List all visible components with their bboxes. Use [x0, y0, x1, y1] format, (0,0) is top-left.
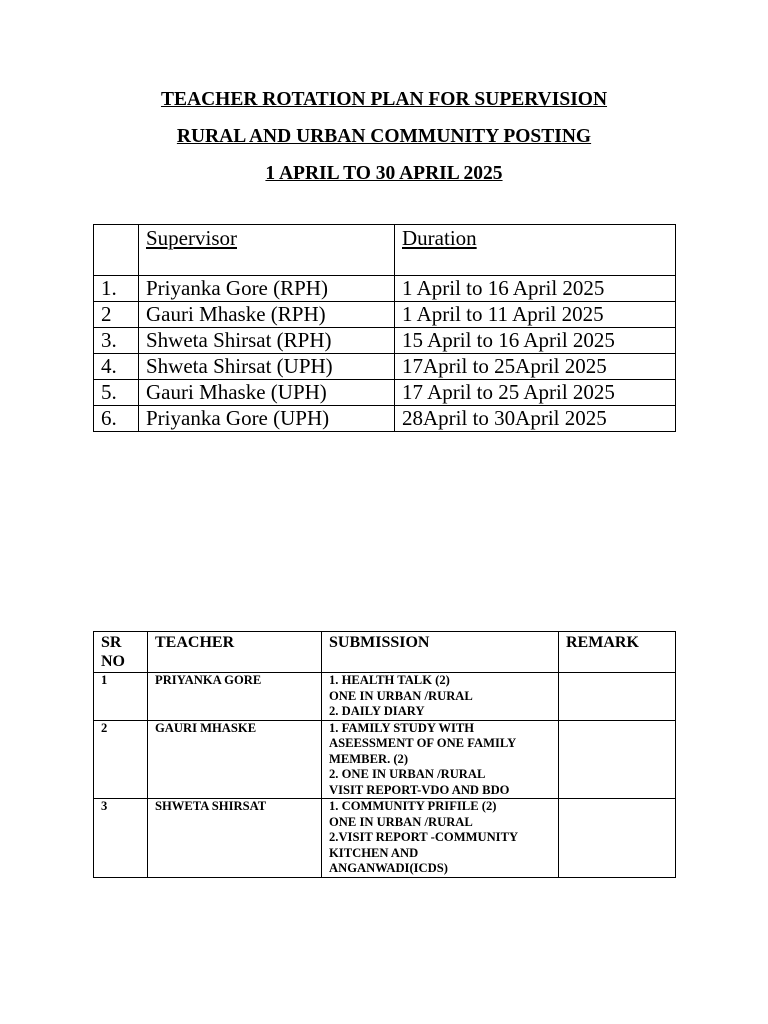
row-duration: 1 April to 11 April 2025 [395, 302, 676, 328]
row-number: 5. [94, 380, 139, 406]
row-duration: 17April to 25April 2025 [395, 354, 676, 380]
header-submission: SUBMISSION [322, 632, 559, 673]
submission-line: 1. FAMILY STUDY WITH [329, 720, 475, 735]
row-teacher: PRIYANKA GORE [148, 673, 322, 721]
table-row [94, 799, 676, 878]
submission-table-header [94, 632, 676, 673]
submission-table [93, 631, 676, 878]
row-sr: 1 [94, 673, 148, 721]
row-supervisor: Priyanka Gore (UPH) [139, 406, 395, 432]
document-title: TEACHER ROTATION PLAN FOR SUPERVISION [160, 89, 608, 110]
row-number: 4. [94, 354, 139, 380]
submission-line: ANGANWADI(ICDS) [329, 861, 448, 875]
submission-line: KITCHEN AND [329, 845, 419, 860]
header-supervisor: Supervisor [139, 225, 395, 276]
row-supervisor: Gauri Mhaske (UPH) [139, 380, 395, 406]
row-number: 2 [94, 302, 139, 328]
row-supervisor: Shweta Shirsat (UPH) [139, 354, 395, 380]
row-teacher: SHWETA SHIRSAT [148, 799, 322, 878]
table-row [94, 380, 676, 406]
row-remark [559, 673, 676, 721]
row-submission [322, 673, 559, 721]
row-duration: 17 April to 25 April 2025 [395, 380, 676, 406]
document-subtitle: RURAL AND URBAN COMMUNITY POSTING [176, 126, 592, 147]
row-number: 6. [94, 406, 139, 432]
table-row [94, 354, 676, 380]
row-remark [559, 799, 676, 878]
row-submission [322, 720, 559, 799]
row-supervisor: Shweta Shirsat (RPH) [139, 328, 395, 354]
submission-line: 2. ONE IN URBAN /RURAL [329, 767, 486, 781]
submission-line: 1. COMMUNITY PRIFILE (2) [329, 799, 497, 813]
row-teacher: GAURI MHASKE [148, 720, 322, 799]
submission-line: ONE IN URBAN /RURAL [329, 688, 473, 703]
table-row [94, 276, 676, 302]
table-row [94, 406, 676, 432]
row-supervisor: Gauri Mhaske (RPH) [139, 302, 395, 328]
submission-line: ONE IN URBAN /RURAL [329, 814, 473, 829]
row-sr: 3 [94, 799, 148, 878]
submission-line: ASEESSMENT OF ONE FAMILY [329, 736, 517, 750]
submission-line: 2. DAILY DIARY [329, 704, 425, 718]
row-supervisor: Priyanka Gore (RPH) [139, 276, 395, 302]
header-sr-no [94, 632, 148, 673]
submission-line: 1. HEALTH TALK (2) [329, 673, 450, 687]
header-teacher: TEACHER [148, 632, 322, 673]
row-number: 3. [94, 328, 139, 354]
submission-line: MEMBER. (2) [329, 751, 409, 766]
header-remark: REMARK [559, 632, 676, 673]
header-no [94, 225, 139, 276]
table-row [94, 328, 676, 354]
row-duration: 15 April to 16 April 2025 [395, 328, 676, 354]
supervisor-table [93, 224, 676, 432]
row-number: 1. [94, 276, 139, 302]
header-no-line: NO [101, 653, 125, 670]
table-row [94, 302, 676, 328]
header-duration: Duration [395, 225, 676, 276]
row-submission [322, 799, 559, 878]
supervisor-table-header [94, 225, 676, 276]
table-row [94, 673, 676, 721]
header-sr-line: SR [101, 634, 122, 651]
row-sr: 2 [94, 720, 148, 799]
row-duration: 1 April to 16 April 2025 [395, 276, 676, 302]
document-date-range: 1 APRIL TO 30 APRIL 2025 [265, 163, 503, 184]
row-remark [559, 720, 676, 799]
table-row [94, 720, 676, 799]
submission-line: VISIT REPORT-VDO AND BDO [329, 782, 510, 797]
row-duration: 28April to 30April 2025 [395, 406, 676, 432]
submission-line: 2.VISIT REPORT -COMMUNITY [329, 830, 519, 844]
